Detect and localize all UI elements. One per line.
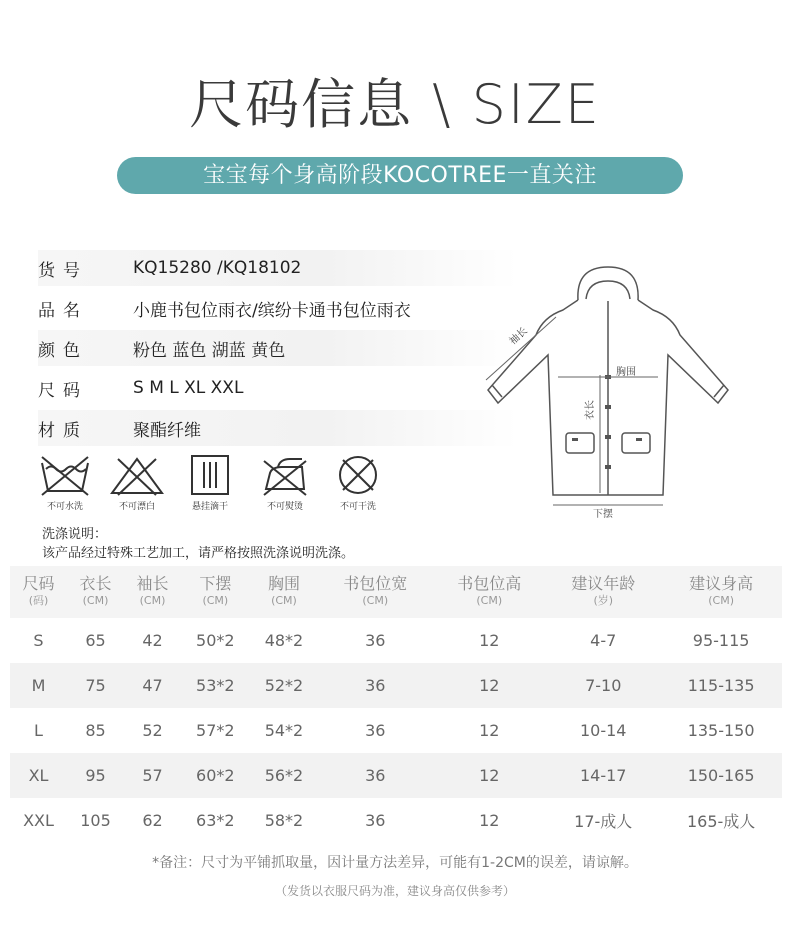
table-cell: 52*2 bbox=[250, 663, 319, 708]
care-label: 悬挂滴干 bbox=[191, 502, 228, 512]
raincoat-diagram bbox=[468, 255, 758, 525]
table-row bbox=[10, 708, 782, 753]
table-cell: XL bbox=[10, 753, 67, 798]
page-title: 尺码信息 \ SIZE bbox=[189, 73, 601, 136]
no-iron-icon bbox=[256, 453, 314, 497]
table-cell: 48*2 bbox=[264, 631, 304, 650]
table-header: 书包位宽 (CM) bbox=[318, 566, 432, 618]
table-cell: 36 bbox=[365, 811, 386, 830]
care-drip-dry bbox=[175, 453, 245, 512]
info-label: 品名 bbox=[38, 300, 88, 321]
care-no-bleach bbox=[102, 453, 172, 512]
length-label: 衣长 bbox=[585, 400, 596, 420]
wash-instructions-title: 洗涤说明： bbox=[42, 527, 108, 542]
table-header: 下摆 (CM) bbox=[181, 566, 250, 618]
info-row-material bbox=[38, 410, 518, 446]
table-cell: M bbox=[10, 663, 67, 708]
measurement-note: *备注：尺寸为平铺抓取量，因计量方法差异，可能有1-2CM的误差，请谅解。 bbox=[152, 855, 638, 871]
shipping-note: （发货以衣服尺码为准，建议身高仅供参考） bbox=[274, 884, 515, 898]
table-cell: 54*2 bbox=[264, 721, 304, 740]
table-cell: 150-165 bbox=[660, 753, 782, 798]
table-cell: 14-17 bbox=[546, 753, 660, 798]
no-bleach-icon bbox=[108, 453, 166, 497]
table-header: 建议年龄 (岁) bbox=[546, 566, 660, 618]
table-cell: 7-10 bbox=[546, 663, 660, 708]
info-row-color bbox=[38, 330, 518, 366]
table-cell: 105 bbox=[80, 811, 111, 830]
no-machine-wash-icon bbox=[36, 453, 94, 497]
table-row bbox=[10, 663, 782, 708]
chest-label: 胸围 bbox=[616, 367, 636, 378]
table-row bbox=[10, 753, 782, 798]
table-cell: 12 bbox=[479, 811, 500, 830]
wash-instructions-text: 该产品经过特殊工艺加工，请严格按照洗涤说明洗涤。 bbox=[42, 546, 355, 561]
care-no-machine-wash bbox=[30, 453, 100, 512]
table-cell: 165-成人 bbox=[686, 812, 756, 831]
table-cell: 47 bbox=[124, 663, 181, 708]
table-cell: 12 bbox=[432, 753, 546, 798]
care-label: 不可干洗 bbox=[339, 502, 376, 512]
table-cell: 115-135 bbox=[660, 663, 782, 708]
table-cell: 36 bbox=[318, 663, 432, 708]
info-label: 颜色 bbox=[38, 340, 88, 361]
table-cell: 12 bbox=[432, 663, 546, 708]
table-cell: 58*2 bbox=[264, 811, 304, 830]
table-cell: 62 bbox=[142, 811, 163, 830]
table-cell: 95 bbox=[67, 753, 124, 798]
table-header: 建议身高 (CM) bbox=[660, 566, 782, 618]
table-cell: 50*2 bbox=[196, 631, 235, 650]
table-cell: 17-成人 bbox=[574, 812, 633, 831]
info-row-sku bbox=[38, 250, 518, 286]
table-cell: 12 bbox=[479, 631, 500, 650]
table-cell: 95-115 bbox=[692, 631, 750, 650]
sleeve-length-label: 袖长 bbox=[507, 325, 530, 348]
table-cell: 85 bbox=[85, 721, 106, 740]
care-label: 不可水洗 bbox=[46, 502, 83, 512]
table-cell: 42 bbox=[142, 631, 163, 650]
table-cell: 36 bbox=[365, 631, 386, 650]
info-value: S M L XL XXL bbox=[133, 378, 244, 398]
info-value: KQ15280 /KQ18102 bbox=[133, 258, 302, 278]
table-cell: 56*2 bbox=[250, 753, 319, 798]
table-row bbox=[10, 618, 782, 663]
table-header: 尺码 (码) bbox=[10, 566, 67, 618]
table-cell: XXL bbox=[23, 811, 54, 830]
info-row-name bbox=[38, 290, 518, 326]
care-no-dry-clean bbox=[323, 453, 393, 512]
table-cell: 57 bbox=[124, 753, 181, 798]
no-dry-clean-icon bbox=[329, 453, 387, 497]
table-cell: 53*2 bbox=[181, 663, 250, 708]
table-cell: 135-150 bbox=[687, 721, 755, 740]
table-cell: 52 bbox=[142, 721, 163, 740]
slogan-banner: 宝宝每个身高阶段KOCOTREE一直关注 bbox=[117, 157, 683, 194]
table-header: 书包位高 (CM) bbox=[432, 566, 546, 618]
table-cell: 12 bbox=[479, 721, 500, 740]
size-table bbox=[10, 566, 782, 843]
care-no-iron bbox=[250, 453, 320, 512]
info-label: 尺码 bbox=[38, 380, 88, 401]
info-value: 小鹿书包位雨衣/缤纷卡通书包位雨衣 bbox=[133, 300, 411, 321]
table-row bbox=[10, 798, 782, 843]
table-header: 衣长 (CM) bbox=[67, 566, 124, 618]
table-cell: S bbox=[33, 631, 44, 650]
care-label: 不可熨烫 bbox=[266, 502, 303, 512]
table-cell: 36 bbox=[365, 721, 386, 740]
table-cell: 63*2 bbox=[196, 811, 235, 830]
hem-label: 下摆 bbox=[593, 509, 613, 520]
table-cell: 4-7 bbox=[590, 631, 617, 650]
table-header-row bbox=[10, 566, 782, 618]
info-value: 聚酯纤维 bbox=[133, 420, 201, 441]
table-cell: 75 bbox=[67, 663, 124, 708]
table-cell: 65 bbox=[85, 631, 106, 650]
table-cell: L bbox=[34, 721, 43, 740]
drip-dry-icon bbox=[181, 453, 239, 497]
table-cell: 36 bbox=[318, 753, 432, 798]
info-row-size bbox=[38, 370, 518, 406]
table-cell: 57*2 bbox=[196, 721, 235, 740]
care-label: 不可漂白 bbox=[118, 502, 155, 512]
table-cell: 60*2 bbox=[181, 753, 250, 798]
info-label: 材质 bbox=[38, 420, 88, 441]
table-cell: 10-14 bbox=[579, 721, 627, 740]
info-label: 货号 bbox=[38, 260, 88, 281]
table-header: 袖长 (CM) bbox=[124, 566, 181, 618]
info-value: 粉色 蓝色 湖蓝 黄色 bbox=[133, 340, 286, 361]
table-header: 胸围 (CM) bbox=[250, 566, 319, 618]
